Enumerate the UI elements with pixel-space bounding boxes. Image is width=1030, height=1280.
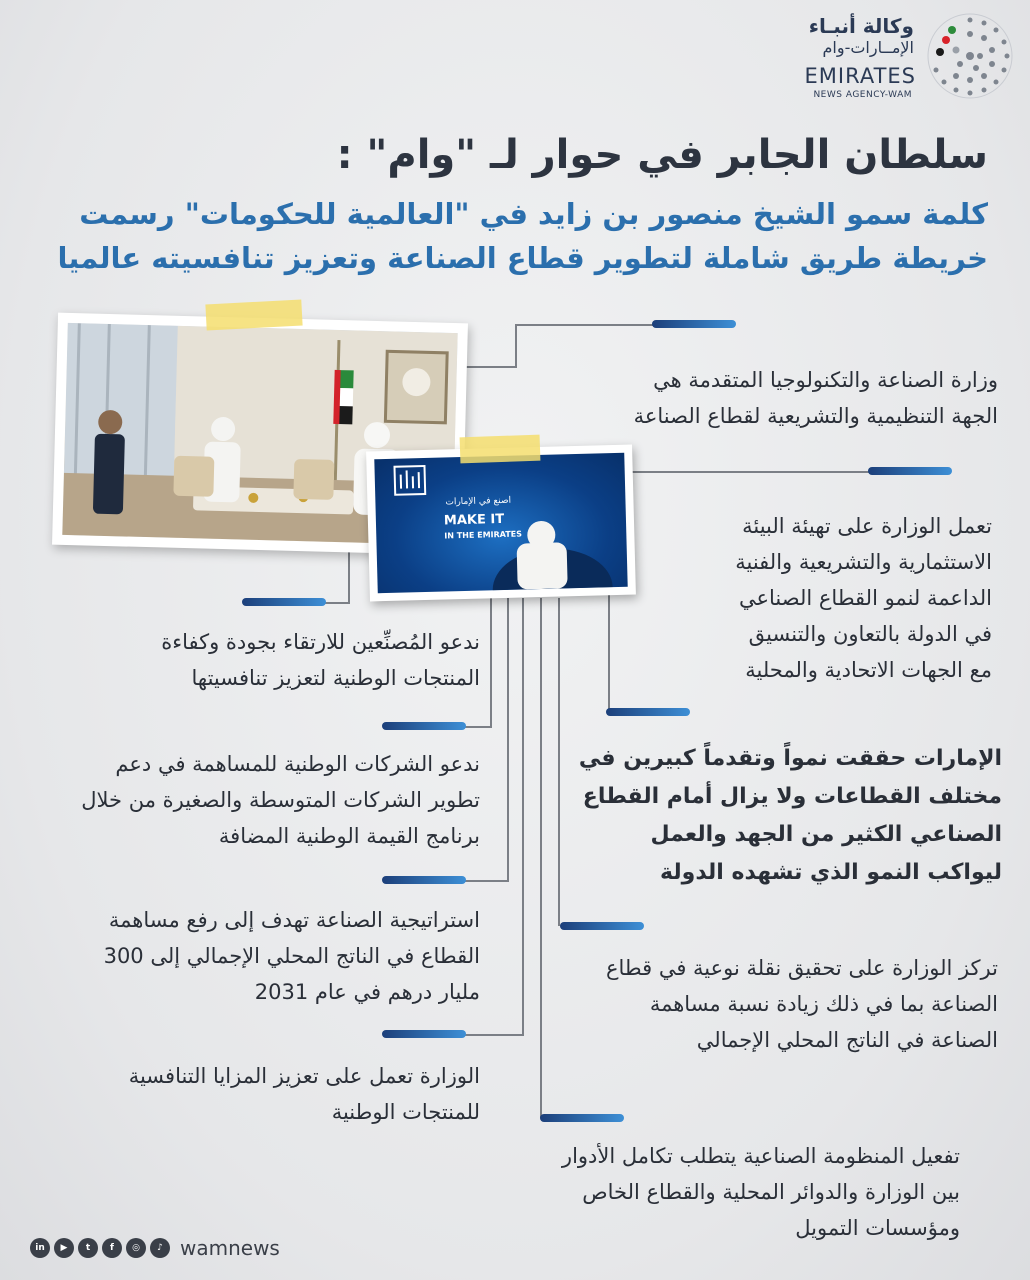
make-it-english: MAKE IT bbox=[443, 511, 505, 529]
point-line: في الدولة بالتعاون والتنسيق bbox=[748, 622, 992, 646]
connector-line bbox=[490, 596, 492, 728]
logo-english: EMIRATES bbox=[804, 64, 916, 88]
point-line: مع الجهات الاتحادية والمحلية bbox=[745, 658, 992, 682]
point-line: الصناعي الكثير من الجهد والعمل bbox=[650, 822, 1002, 847]
point-line: ندعو المُصنِّعين للارتقاء بجودة وكفاءة bbox=[161, 630, 480, 654]
tape-strip bbox=[205, 300, 302, 331]
make-it-photo bbox=[366, 445, 636, 602]
connector-line bbox=[515, 324, 655, 326]
point-right-3 bbox=[562, 740, 1002, 892]
linkedin-icon[interactable]: in bbox=[30, 1238, 50, 1258]
point-line: وزارة الصناعة والتكنولوجيا المتقدمة هي bbox=[653, 368, 998, 392]
wam-logo bbox=[716, 6, 1016, 106]
tiktok-icon[interactable]: ♪ bbox=[150, 1238, 170, 1258]
social-handle[interactable]: wamnews bbox=[180, 1236, 280, 1260]
facebook-icon[interactable]: f bbox=[102, 1238, 122, 1258]
subtitle-line-2: خريطة طريق شاملة لتطوير قطاع الصناعة وتعزيز تنافسيته عالميا bbox=[57, 241, 988, 275]
point-line: ندعو الشركات الوطنية للمساهمة في دعم bbox=[115, 752, 480, 776]
point-line: مختلف القطاعات ولا يزال أمام القطاع bbox=[582, 784, 1002, 809]
point-line: برنامج القيمة الوطنية المضافة bbox=[218, 824, 480, 848]
connector-line bbox=[522, 598, 524, 1036]
social-footer bbox=[30, 1236, 280, 1260]
point-line: الاستثمارية والتشريعية والفنية bbox=[735, 550, 992, 574]
accent-bar bbox=[560, 922, 644, 930]
accent-bar bbox=[540, 1114, 624, 1122]
accent-bar bbox=[382, 876, 466, 884]
point-line: الداعمة لنمو القطاع الصناعي bbox=[739, 586, 992, 610]
point-line: الصناعة في الناتج المحلي الإجمالي bbox=[696, 1028, 998, 1052]
logo-arabic-line1: وكالة أنبـاء bbox=[808, 14, 914, 38]
point-line: استراتيجية الصناعة تهدف إلى رفع مساهمة bbox=[108, 908, 480, 932]
accent-bar bbox=[382, 1030, 466, 1038]
point-line: مليار درهم في عام 2031 bbox=[254, 980, 480, 1004]
point-right-5 bbox=[500, 1138, 960, 1246]
youtube-icon[interactable]: ▶ bbox=[54, 1238, 74, 1258]
point-right-1 bbox=[538, 362, 998, 434]
subtitle-line-1: كلمة سمو الشيخ منصور بن زايد في "العالمية للحكومات" رسمت bbox=[79, 197, 988, 231]
point-right-4 bbox=[538, 950, 998, 1058]
accent-bar bbox=[606, 708, 690, 716]
make-it-arabic: اصنع في الإمارات bbox=[445, 495, 512, 508]
connector-line bbox=[507, 598, 509, 882]
connector-line bbox=[464, 880, 509, 882]
point-left-4 bbox=[40, 1058, 480, 1130]
accent-bar bbox=[242, 598, 326, 606]
point-line: تعمل الوزارة على تهيئة البيئة bbox=[742, 514, 992, 538]
point-line: تطوير الشركات المتوسطة والصغيرة من خلال bbox=[81, 788, 480, 812]
connector-line bbox=[464, 726, 492, 728]
accent-bar bbox=[652, 320, 736, 328]
point-line: بين الوزارة والدوائر المحلية والقطاع الخاص bbox=[582, 1180, 960, 1204]
globe-icon bbox=[924, 10, 1016, 102]
point-line: تركز الوزارة على تحقيق نقلة نوعية في قطاع bbox=[605, 956, 998, 980]
connector-line bbox=[515, 324, 517, 366]
make-it-english-2: IN THE EMIRATES bbox=[444, 529, 523, 541]
point-line: الإمارات حققت نمواً وتقدماً كبيرين في bbox=[578, 746, 1002, 771]
point-left-3 bbox=[40, 902, 480, 1010]
accent-bar bbox=[868, 467, 952, 475]
point-line: المنتجات الوطنية لتعزيز تنافسيتها bbox=[191, 666, 480, 690]
point-line: تفعيل المنظومة الصناعية يتطلب تكامل الأدوار bbox=[561, 1144, 960, 1168]
point-line: الصناعة بما في ذلك زيادة نسبة مساهمة bbox=[649, 992, 998, 1016]
connector-line bbox=[348, 548, 350, 603]
page-subtitle bbox=[48, 192, 988, 280]
instagram-icon[interactable]: ◎ bbox=[126, 1238, 146, 1258]
point-line: الجهة التنظيمية والتشريعية لقطاع الصناعة bbox=[633, 404, 998, 428]
point-line: ومؤسسات التمويل bbox=[795, 1216, 960, 1240]
point-left-2 bbox=[40, 746, 480, 854]
accent-bar bbox=[382, 722, 466, 730]
connector-line bbox=[608, 590, 610, 712]
point-line: ليواكب النمو الذي تشهده الدولة bbox=[660, 860, 1002, 885]
tape-strip bbox=[460, 435, 541, 464]
twitter-icon[interactable]: t bbox=[78, 1238, 98, 1258]
point-left-1 bbox=[40, 624, 480, 696]
connector-line bbox=[464, 1034, 524, 1036]
logo-subtitle: NEWS AGENCY-WAM bbox=[813, 90, 912, 100]
page-title: سلطان الجابر في حوار لـ "وام" : bbox=[336, 132, 988, 178]
point-right-2 bbox=[652, 508, 992, 688]
point-line: للمنتجات الوطنية bbox=[331, 1100, 480, 1124]
point-line: القطاع في الناتج المحلي الإجمالي إلى 300 bbox=[103, 944, 480, 968]
connector-line bbox=[558, 598, 560, 926]
logo-arabic-line2: الإمــارات-وام bbox=[822, 38, 914, 57]
point-line: الوزارة تعمل على تعزيز المزايا التنافسية bbox=[128, 1064, 480, 1088]
